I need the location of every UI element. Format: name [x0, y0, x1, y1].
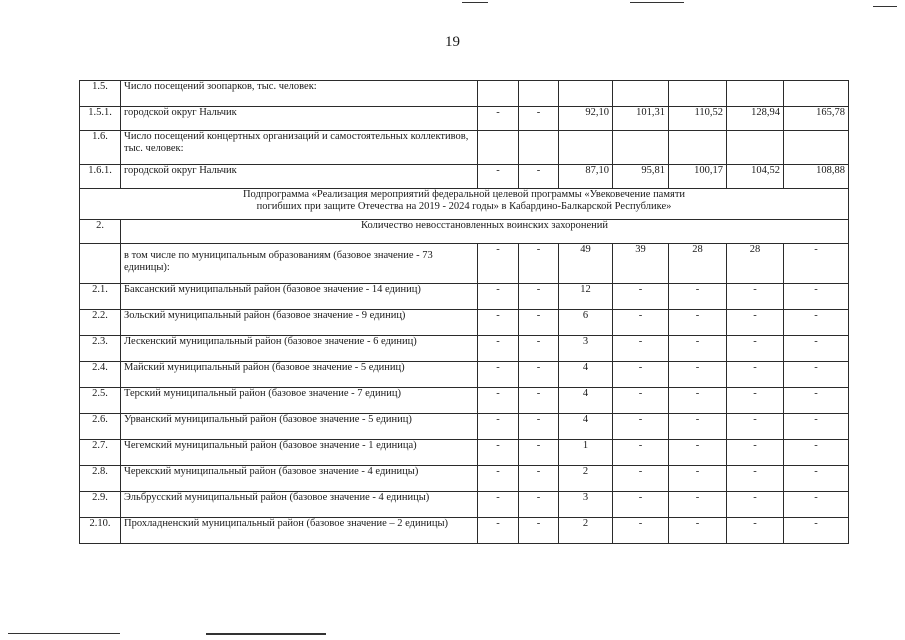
value-cell: -	[478, 466, 519, 492]
value-cell: 92,10	[559, 107, 613, 131]
value-cell: -	[478, 492, 519, 518]
value-cell: -	[669, 336, 727, 362]
value-cell	[784, 131, 849, 165]
value-cell: 101,31	[613, 107, 669, 131]
row-name: Прохладненский муниципальный район (базовое значение – 2 единицы)	[121, 518, 478, 544]
value-cell: -	[669, 440, 727, 466]
value-cell: -	[727, 414, 784, 440]
row-name: Число посещений зоопарков, тыс. человек:	[121, 81, 478, 107]
value-cell: -	[478, 244, 519, 284]
table-row	[80, 336, 849, 362]
section-title: Количество невосстановленных воинских захоронений	[121, 220, 849, 244]
value-cell: 3	[559, 336, 613, 362]
value-cell	[669, 131, 727, 165]
value-cell: -	[519, 107, 559, 131]
value-cell: -	[669, 414, 727, 440]
value-cell: -	[613, 414, 669, 440]
value-cell: -	[727, 492, 784, 518]
top-rule-left	[462, 2, 488, 3]
value-cell: -	[519, 310, 559, 336]
row-name: Зольский муниципальный район (базовое значение - 9 единиц)	[121, 310, 478, 336]
table-row	[80, 165, 849, 189]
value-cell: -	[478, 388, 519, 414]
value-cell: -	[613, 440, 669, 466]
row-name: Черекский муниципальный район (базовое значение - 4 единицы)	[121, 466, 478, 492]
table-row	[80, 518, 849, 544]
value-cell: 110,52	[669, 107, 727, 131]
value-cell: -	[519, 518, 559, 544]
value-cell: -	[519, 414, 559, 440]
value-cell: -	[478, 440, 519, 466]
row-number: 2.9.	[80, 492, 121, 518]
value-cell: 3	[559, 492, 613, 518]
value-cell: 87,10	[559, 165, 613, 189]
total-row	[80, 244, 849, 284]
value-cell: 2	[559, 466, 613, 492]
value-cell: -	[784, 362, 849, 388]
value-cell: -	[519, 362, 559, 388]
row-number: 2.6.	[80, 414, 121, 440]
row-number: 1.5.1.	[80, 107, 121, 131]
table-row	[80, 310, 849, 336]
value-cell: -	[613, 518, 669, 544]
table-row	[80, 466, 849, 492]
value-cell: -	[784, 414, 849, 440]
value-cell: -	[519, 336, 559, 362]
value-cell	[559, 81, 613, 107]
table-row	[80, 414, 849, 440]
value-cell: -	[669, 492, 727, 518]
table-row	[80, 284, 849, 310]
value-cell: -	[727, 466, 784, 492]
value-cell: -	[727, 362, 784, 388]
value-cell: 108,88	[784, 165, 849, 189]
value-cell: -	[727, 518, 784, 544]
value-cell: -	[784, 284, 849, 310]
value-cell: -	[613, 388, 669, 414]
table-row	[80, 107, 849, 131]
value-cell: 12	[559, 284, 613, 310]
value-cell: -	[784, 310, 849, 336]
row-number: 1.6.1.	[80, 165, 121, 189]
row-number: 2.5.	[80, 388, 121, 414]
value-cell: -	[669, 466, 727, 492]
bottom-rule-middle	[206, 633, 326, 635]
value-cell	[784, 81, 849, 107]
value-cell: -	[613, 284, 669, 310]
municipal-rows	[80, 284, 849, 544]
row-name: Чегемский муниципальный район (базовое значение - 1 единица)	[121, 440, 478, 466]
value-cell	[727, 81, 784, 107]
value-cell: -	[519, 388, 559, 414]
value-cell: -	[727, 388, 784, 414]
value-cell: -	[613, 336, 669, 362]
value-cell: -	[478, 518, 519, 544]
value-cell	[559, 131, 613, 165]
row-number: 1.6.	[80, 131, 121, 165]
row-name: Майский муниципальный район (базовое значение - 5 единиц)	[121, 362, 478, 388]
value-cell: 95,81	[613, 165, 669, 189]
value-cell: 6	[559, 310, 613, 336]
value-cell: -	[613, 492, 669, 518]
value-cell: 4	[559, 362, 613, 388]
value-cell: -	[727, 440, 784, 466]
value-cell: -	[784, 440, 849, 466]
value-cell: -	[478, 107, 519, 131]
value-cell: -	[613, 466, 669, 492]
row-number: 2.4.	[80, 362, 121, 388]
value-cell: -	[519, 165, 559, 189]
value-cell: -	[784, 244, 849, 284]
row-name: городской округ Нальчик	[121, 107, 478, 131]
value-cell	[478, 81, 519, 107]
value-cell: -	[784, 388, 849, 414]
row-number: 2.	[80, 220, 121, 244]
value-cell: -	[478, 336, 519, 362]
value-cell	[478, 131, 519, 165]
value-cell: 1	[559, 440, 613, 466]
value-cell: -	[613, 310, 669, 336]
subprogram-title: Подпрограмма «Реализация мероприятий федеральной целевой программы «Увековечение памяти погибших при защите Отечества на 2019 - 2024 годы» в Кабардино-Балкарской Республике»	[80, 189, 849, 220]
table-row	[80, 492, 849, 518]
row-number: 2.7.	[80, 440, 121, 466]
value-cell: -	[519, 492, 559, 518]
value-cell: 49	[559, 244, 613, 284]
value-cell: -	[478, 284, 519, 310]
row-number: 2.8.	[80, 466, 121, 492]
value-cell: 2	[559, 518, 613, 544]
row-name: Урванский муниципальный район (базовое значение - 5 единиц)	[121, 414, 478, 440]
value-cell: -	[613, 362, 669, 388]
subprogram-row	[80, 189, 849, 220]
value-cell: -	[784, 336, 849, 362]
top-rows	[80, 81, 849, 189]
value-cell: -	[784, 492, 849, 518]
value-cell: 104,52	[727, 165, 784, 189]
row-name: Эльбрусский муниципальный район (базовое значение - 4 единицы)	[121, 492, 478, 518]
value-cell: -	[478, 310, 519, 336]
row-number: 2.1.	[80, 284, 121, 310]
bottom-rule-left	[8, 633, 120, 634]
table-row	[80, 131, 849, 165]
row-name: городской округ Нальчик	[121, 165, 478, 189]
value-cell	[519, 131, 559, 165]
subprogram-section	[80, 189, 849, 284]
value-cell: -	[519, 284, 559, 310]
value-cell: 128,94	[727, 107, 784, 131]
value-cell: -	[478, 362, 519, 388]
value-cell: -	[669, 518, 727, 544]
page-number: 19	[445, 34, 460, 50]
top-rule-right	[873, 6, 897, 7]
value-cell: -	[784, 466, 849, 492]
row-number: 2.10.	[80, 518, 121, 544]
value-cell: -	[669, 388, 727, 414]
value-cell: 100,17	[669, 165, 727, 189]
row-name: Терский муниципальный район (базовое значение - 7 единиц)	[121, 388, 478, 414]
value-cell: 28	[669, 244, 727, 284]
value-cell: -	[478, 414, 519, 440]
table-row	[80, 362, 849, 388]
value-cell: 165,78	[784, 107, 849, 131]
indicators-table	[79, 80, 849, 544]
row-name: в том числе по муниципальным образованиям (базовое значение - 73 единицы):	[121, 244, 478, 284]
value-cell: 4	[559, 388, 613, 414]
row-number: 1.5.	[80, 81, 121, 107]
value-cell: -	[519, 466, 559, 492]
value-cell	[613, 131, 669, 165]
value-cell: -	[784, 518, 849, 544]
value-cell: -	[669, 362, 727, 388]
table-row	[80, 81, 849, 107]
value-cell: 28	[727, 244, 784, 284]
value-cell: 4	[559, 414, 613, 440]
value-cell: -	[478, 165, 519, 189]
value-cell: -	[669, 284, 727, 310]
row-name: Число посещений концертных организаций и самостоятельных коллективов, тыс. человек:	[121, 131, 478, 165]
value-cell: -	[519, 244, 559, 284]
value-cell: -	[519, 440, 559, 466]
section-row	[80, 220, 849, 244]
value-cell: -	[727, 310, 784, 336]
row-number: 2.2.	[80, 310, 121, 336]
value-cell	[519, 81, 559, 107]
row-number	[80, 244, 121, 284]
value-cell: 39	[613, 244, 669, 284]
value-cell: -	[669, 310, 727, 336]
table-row	[80, 388, 849, 414]
value-cell: -	[727, 336, 784, 362]
value-cell	[727, 131, 784, 165]
value-cell	[669, 81, 727, 107]
table-row	[80, 440, 849, 466]
row-name: Баксанский муниципальный район (базовое значение - 14 единиц)	[121, 284, 478, 310]
top-rule-middle	[630, 2, 684, 3]
row-name: Лескенский муниципальный район (базовое значение - 6 единиц)	[121, 336, 478, 362]
value-cell	[613, 81, 669, 107]
row-number: 2.3.	[80, 336, 121, 362]
value-cell: -	[727, 284, 784, 310]
